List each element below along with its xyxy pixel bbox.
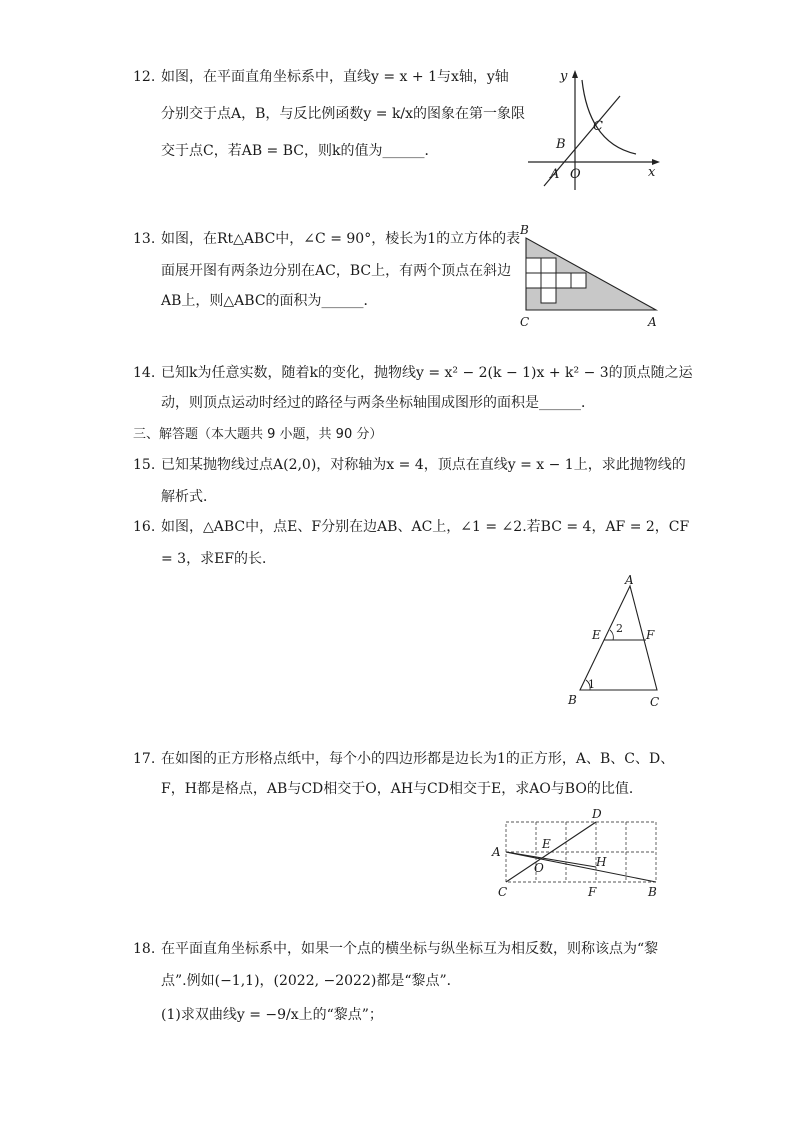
q16-text-line2: = 3，求EF的长．: [161, 551, 277, 567]
label-H: H: [596, 855, 607, 869]
q17-number: 17.: [133, 751, 156, 767]
q13-text-line3: AB上，则△ABC的面积为______．: [161, 293, 378, 309]
grid-dashed: [506, 822, 656, 882]
label-B: B: [568, 693, 577, 707]
section-heading: 三、解答题（本大题共 9 小题，共 90 分）: [133, 427, 383, 442]
label-angle-1: 1: [588, 678, 595, 691]
label-A: A: [550, 167, 560, 182]
q13-text-line1: 如图，在Rt△ABC中，∠C = 90°，棱长为1的立方体的表: [161, 231, 521, 247]
q14-text-line1: 已知k为任意实数，随着k的变化，抛物线y = x² − 2(k − 1)x + k² − 3的顶点随之运: [161, 365, 693, 381]
label-y: y: [560, 69, 568, 84]
q14-text-line2: 动，则顶点运动时经过的路径与两条坐标轴围成图形的面积是______．: [161, 395, 595, 411]
q12-number: 12.: [133, 69, 156, 85]
hyperbola-curve: [582, 80, 636, 154]
q15-text-line2: 解析式．: [161, 489, 217, 505]
angle-2-arc: [610, 630, 613, 640]
q16-figure: [560, 572, 670, 712]
segment-AH: [506, 852, 596, 867]
q12-text-line3: 交于点C，若AB = BC，则k的值为______．: [161, 143, 439, 159]
label-F: F: [646, 628, 655, 642]
label-C: C: [520, 315, 530, 329]
q16-text-line1: 如图，△ABC中，点E、F分别在边AB、AC上，∠1 = ∠2.若BC = 4，AF = 2，CF: [161, 519, 690, 535]
label-A: A: [648, 315, 657, 329]
label-B: B: [556, 137, 566, 152]
q13-text-line2: 面展开图有两条边分别在AC，BC上，有两个顶点在斜边: [161, 263, 512, 279]
label-O: O: [570, 167, 581, 182]
q18-number: 18.: [133, 941, 156, 957]
q18-text-line2: 点”.例如(−1,1)，(2022, −2022)都是“黎点”．: [161, 973, 461, 989]
q13-figure: [512, 222, 664, 330]
label-C: C: [498, 885, 508, 899]
q17-text-line2: F，H都是格点，AB与CD相交于O，AH与CD相交于E，求AO与BO的比值．: [161, 781, 643, 797]
label-x: x: [648, 165, 656, 180]
q14-number: 14.: [133, 365, 156, 381]
q15-text-line1: 已知某抛物线过点A(2,0)，对称轴为x = 4，顶点在直线y = x − 1上，求此抛物线的: [161, 457, 686, 473]
q16-number: 16.: [133, 519, 156, 535]
label-E: E: [592, 628, 601, 642]
q13-number: 13.: [133, 231, 156, 247]
q12-text-line2: 分别交于点A，B，与反比例函数y = k/x的图象在第一象限: [161, 106, 526, 122]
label-E: E: [542, 837, 551, 851]
q18-text-line1: 在平面直角坐标系中，如果一个点的横坐标与纵坐标互为相反数，则称该点为“黎: [161, 941, 659, 957]
y-axis-arrow-icon: [572, 70, 578, 78]
label-angle-2: 2: [616, 622, 623, 635]
label-D: D: [592, 807, 602, 821]
label-B: B: [520, 223, 529, 237]
q12-text-line1: 如图，在平面直角坐标系中，直线y = x + 1与x轴，y轴: [161, 69, 509, 85]
label-C: C: [650, 695, 660, 709]
label-C: C: [593, 119, 603, 134]
q12-figure: [520, 66, 670, 200]
q15-number: 15.: [133, 457, 156, 473]
label-A: A: [625, 573, 634, 587]
q17-figure: [488, 806, 668, 900]
label-B: B: [648, 885, 657, 899]
q17-text-line1: 在如图的正方形格点纸中，每个小的四边形都是边长为1的正方形，A、B、C、D、: [161, 751, 675, 767]
q18-part1: (1)求双曲线y = −9/x上的“黎点”；: [161, 1007, 383, 1023]
label-A: A: [492, 845, 501, 859]
label-O: O: [534, 861, 544, 875]
label-F: F: [588, 885, 597, 899]
